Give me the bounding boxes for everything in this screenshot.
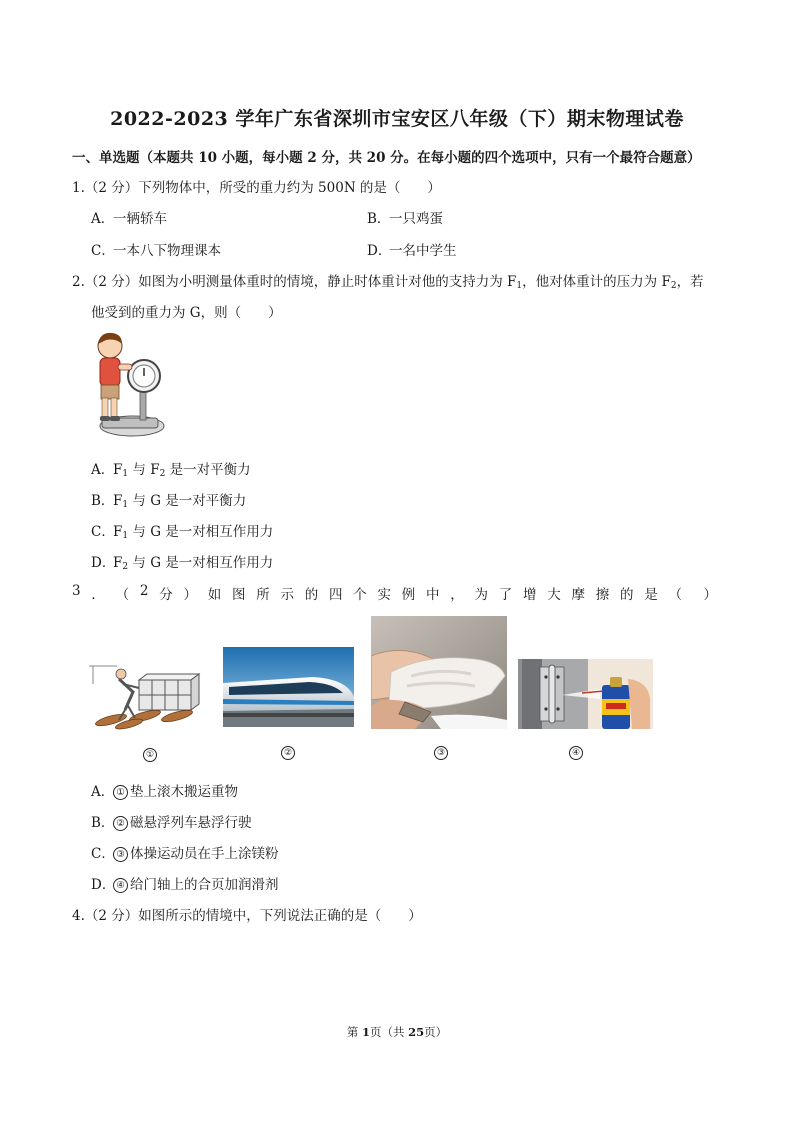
figure-maglev-train xyxy=(223,647,354,727)
figure-label-3: ③ xyxy=(434,745,450,760)
question-4-stem: 4.（2 分）如图所示的情境中，下列说法正确的是（ ） xyxy=(72,908,422,924)
page-number: 1 xyxy=(361,1025,370,1039)
page-total: 25 xyxy=(408,1025,425,1039)
question-2-option-d: D．$F_2$ 与 G 是一对相互作用力 xyxy=(91,555,274,572)
figure-label-4: ④ xyxy=(569,745,585,760)
page-footer: 第 1页（共 25页） xyxy=(346,1025,448,1039)
question-3-option-c: C．③ 体操运动员在手上涂镁粉 xyxy=(91,846,279,862)
question-2-option-b: B．$F_1$ 与 G 是一对平衡力 xyxy=(91,493,247,510)
question-1-option-d: D．一名中学生 xyxy=(367,243,457,259)
figure-hinge-spray xyxy=(518,659,653,729)
question-2-option-c: C．$F_1$ 与 G 是一对相互作用力 xyxy=(91,524,274,541)
question-3-option-a: A． ① 垫上滚木搬运重物 xyxy=(91,784,238,800)
question-3-option-d: D．④ 给门轴上的合页加润滑剂 xyxy=(91,877,279,893)
figure-chalk-hands xyxy=(371,616,507,729)
question-1-option-a: A．一辆轿车 xyxy=(91,211,167,227)
question-2-option-a: A．$F_1$ 与 $F_2$ 是一对平衡力 xyxy=(91,462,251,479)
question-2-stem-line-2: 他受到的重力为 G，则（ ） xyxy=(91,305,282,321)
figure-boy-on-scale xyxy=(88,330,168,438)
question-2-stem-line-1: 2.（2 分）如图为小明测量体重时的情境，静止时体重计对他的支持力为 $F_1$，他对体重计的压力为 $F_2$，若 xyxy=(72,274,704,291)
question-3-option-b: B． ② 磁悬浮列车悬浮行驶 xyxy=(91,815,252,831)
question-1-stem: 1.（2 分）下列物体中，所受的重力约为 500N 的是（ ） xyxy=(72,180,441,196)
section-heading: 一、单选题（本题共 10 小题，每小题 2 分，共 20 分。在每小题的四个选项中，只有一个最符合题意） xyxy=(72,150,701,166)
question-3-stem: 3 ． （ 2 分 ） 如 图 所 示 的 四 个 实 例 中 ， 为 了 增 大 摩 擦 的 是 （ ） xyxy=(72,583,717,603)
figure-label-1: ① xyxy=(143,747,159,762)
page-title: 2022-2023 学年广东省深圳市宝安区八年级（下）期末物理试卷 xyxy=(110,108,684,130)
question-1-option-c: C．一本八下物理课本 xyxy=(91,243,221,259)
figure-rollers xyxy=(89,658,205,730)
question-1-option-b: B．一只鸡蛋 xyxy=(367,211,443,227)
figure-label-2: ② xyxy=(281,745,297,760)
